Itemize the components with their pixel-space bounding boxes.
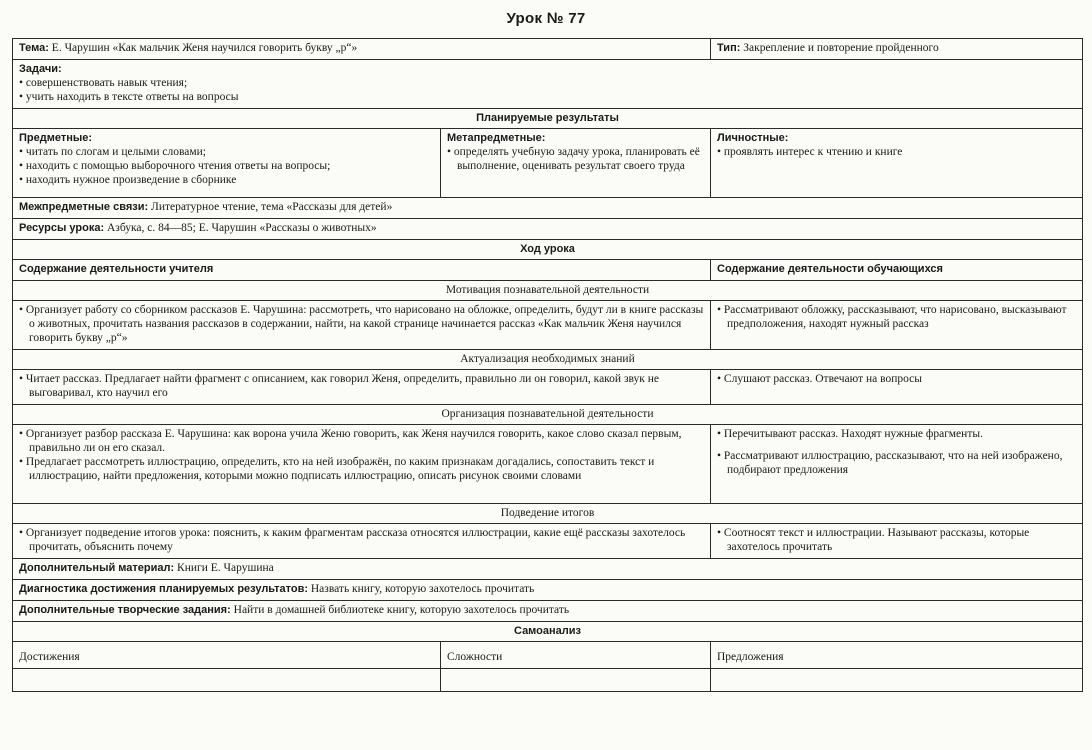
stage-content-row [13,425,1083,504]
creative-tasks-value: Найти в домашней библиотеке книгу, которую захотелось прочитать [230,604,570,616]
creative-tasks-cell [13,601,1083,622]
stage-content-row [13,301,1083,350]
stage-content-row [13,370,1083,405]
teacher-activity-item: • Организует разбор рассказа Е. Чарушина: как ворона учила Женю говорить, как Женя научился говорить, какое слово сказал первым, правильно ли он его сказал. [19,427,704,455]
extra-material-cell [13,559,1083,580]
stage-title-row [13,405,1083,425]
creative-tasks-row [13,601,1083,622]
teacher-activity-cell [13,524,711,559]
type-cell [711,39,1083,60]
interdisciplinary-value: Литературное чтение, тема «Рассказы для детей» [148,201,393,213]
topic-row [13,39,1083,60]
subject-result-item: • находить нужное произведение в сборнике [19,173,434,187]
student-activity-item: • Рассматривают иллюстрацию, рассказывают, что на ней изображено, подбирают предложения [717,449,1076,477]
stage-title: Актуализация необходимых знаний [13,350,1083,370]
resources-label: Ресурсы урока: [19,222,105,234]
topic-label: Тема: [19,42,49,54]
student-activity-cell [711,301,1083,350]
course-header-row [13,240,1083,260]
subject-results-label: Предметные: [19,132,93,144]
subject-result-item: • находить с помощью выборочного чтения ответы на вопросы; [19,159,434,173]
self-analysis-empty-row [13,669,1083,692]
teacher-activity-cell [13,301,711,350]
extra-material-value: Книги Е. Чарушина [174,562,274,574]
stage-title-row [13,281,1083,301]
self-analysis-header-row [13,622,1083,642]
stage-content-row [13,524,1083,559]
student-column-header: Содержание деятельности обучающихся [711,260,1083,281]
stage-title: Подведение итогов [13,504,1083,524]
resources-cell [13,219,1083,240]
teacher-activity-item: • Организует работу со сборником рассказов Е. Чарушина: рассмотреть, что нарисовано на обложке, определить, будут ли в книге рассказы о животных, прочитать названия рассказов в содержании, найти, на какой странице начинается рассказ «Как мальчик Женя научился говорить букву „р“» [19,303,704,345]
resources-value: Азбука, с. 84—85; Е. Чарушин «Рассказы о животных» [104,222,377,234]
achievements-entry [13,669,441,692]
subject-result-item: • читать по слогам и целыми словами; [19,145,434,159]
difficulties-column: Сложности [441,642,711,669]
task-item: • учить находить в тексте ответы на вопросы [19,90,1076,104]
meta-results-cell [441,129,711,198]
stage-title-row [13,350,1083,370]
planned-results-header: Планируемые результаты [13,109,1083,129]
difficulties-entry [441,669,711,692]
course-columns-row [13,260,1083,281]
planned-results-row [13,129,1083,198]
stage-title-row [13,504,1083,524]
self-analysis-columns-row [13,642,1083,669]
topic-value: Е. Чарушин «Как мальчик Женя научился говорить букву „р“» [48,42,358,54]
tasks-label: Задачи: [19,63,62,75]
diagnostics-label: Диагностика достижения планируемых результатов: [19,583,308,595]
self-analysis-header: Самоанализ [13,622,1083,642]
lesson-plan-table [12,38,1083,692]
teacher-activity-item: • Организует подведение итогов урока: пояснить, к каким фрагментам рассказа относятся иллюстрации, какие ещё рассказы захотелось прочитать, объяснить почему [19,526,704,554]
meta-results-label: Метапредметные: [447,132,546,144]
stage-title: Мотивация познавательной деятельности [13,281,1083,301]
resources-row [13,219,1083,240]
suggestions-column: Предложения [711,642,1083,669]
topic-cell [13,39,711,60]
teacher-activity-cell [13,425,711,504]
stage-title: Организация познавательной деятельности [13,405,1083,425]
subject-results-cell [13,129,441,198]
achievements-column: Достижения [13,642,441,669]
extra-material-label: Дополнительный материал: [19,562,175,574]
student-activity-cell [711,425,1083,504]
student-activity-item: • Рассматривают обложку, рассказывают, что нарисовано, высказывают предположения, находят нужный рассказ [717,303,1076,331]
interdisciplinary-cell [13,198,1083,219]
creative-tasks-label: Дополнительные творческие задания: [19,604,231,616]
student-activity-item: • Перечитывают рассказ. Находят нужные фрагменты. [717,427,1076,441]
interdisciplinary-label: Межпредметные связи: [19,201,149,213]
interdisciplinary-row [13,198,1083,219]
page-title: Урок № 77 [506,10,586,27]
planned-results-header-row [13,109,1083,129]
task-item: • совершенствовать навык чтения; [19,76,1076,90]
diagnostics-value: Назвать книгу, которую захотелось прочитать [308,583,535,595]
student-activity-item: • Слушают рассказ. Отвечают на вопросы [717,372,1076,386]
teacher-activity-item: • Читает рассказ. Предлагает найти фрагмент с описанием, как говорил Женя, определить, правильно ли он говорил, какой звук не выговаривал, кто научил его [19,372,704,400]
student-activity-cell [711,524,1083,559]
extra-material-row [13,559,1083,580]
tasks-row [13,60,1083,109]
diagnostics-row [13,580,1083,601]
personal-result-item: • проявлять интерес к чтению и книге [717,145,1076,159]
teacher-activity-cell [13,370,711,405]
type-label: Тип: [717,42,741,54]
teacher-column-header: Содержание деятельности учителя [13,260,711,281]
student-activity-item: • Соотносят текст и иллюстрации. Называют рассказы, которые захотелось прочитать [717,526,1076,554]
course-header: Ход урока [13,240,1083,260]
teacher-activity-item: • Предлагает рассмотреть иллюстрацию, определить, кто на ней изображён, по каким признакам догадались, сопоставить текст и иллюстрацию, найти предложения, которыми можно подписать иллюстрацию, описать рисунок своими словами [19,455,704,483]
diagnostics-cell [13,580,1083,601]
tasks-cell [13,60,1083,109]
meta-result-item: • определять учебную задачу урока, планировать её выполнение, оценивать результат своего труда [447,145,704,173]
personal-results-cell [711,129,1083,198]
personal-results-label: Личностные: [717,132,789,144]
type-value: Закрепление и повторение пройденного [740,42,939,54]
student-activity-cell [711,370,1083,405]
suggestions-entry [711,669,1083,692]
